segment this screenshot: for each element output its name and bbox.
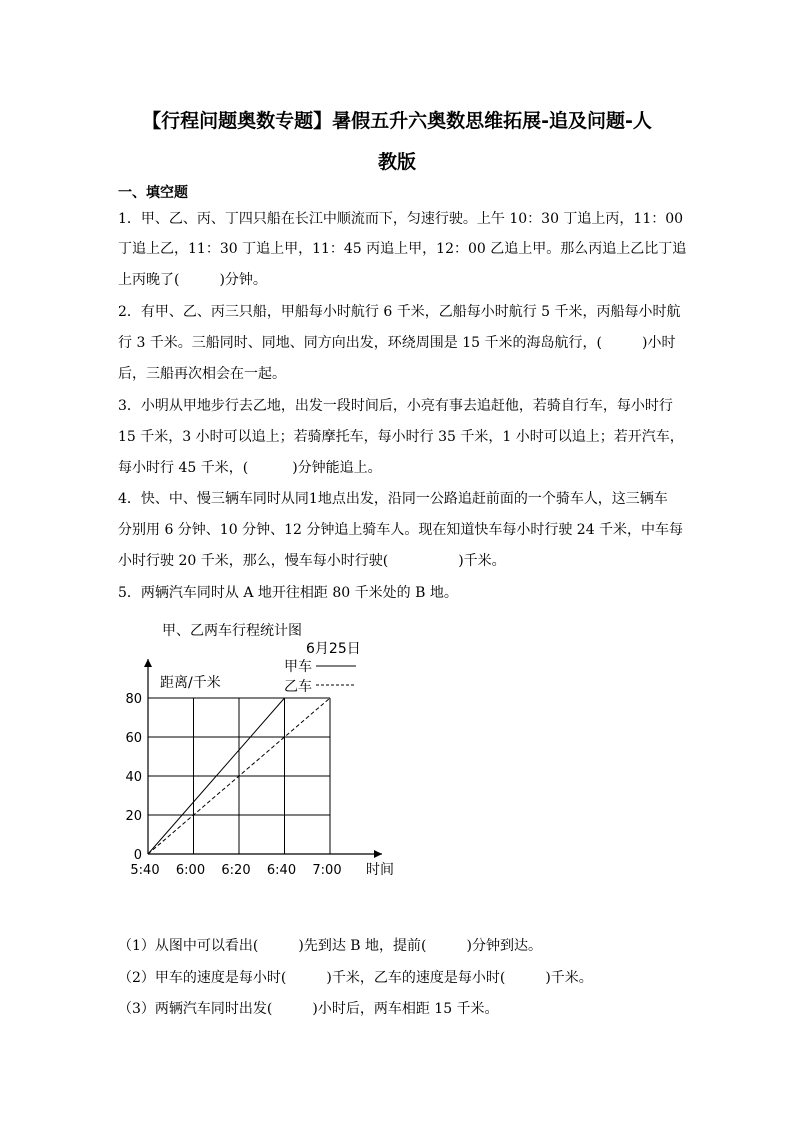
q4-text-a: 小时行驶 20 千米，那么，慢车每小时行驶( <box>118 553 389 569</box>
q5-sub-3-text-a: （3）两辆汽车同时出发( <box>118 1001 273 1017</box>
q3-line-3 <box>118 457 382 477</box>
q4-text-b: )千米。 <box>458 553 506 569</box>
travel-chart <box>0 615 794 895</box>
chart-date: 6月25日 <box>306 641 361 657</box>
q3-text-a: 每小时行 45 千米，( <box>118 460 249 476</box>
q1-line-2: 丁追上乙，11：30 丁追上甲，11：45 丙追上甲，12：00 乙追上甲。那么丙追上乙比丁追 <box>118 241 687 257</box>
q5-sub-2-text-a: （2）甲车的速度是每小时( <box>118 970 287 986</box>
y-tick-label-0: 0 <box>133 848 142 863</box>
title-line-1: 【行程问题奥数专题】暑假五升六奥数思维拓展-追及问题-人 <box>142 110 652 132</box>
y-tick-label-80: 80 <box>125 692 142 707</box>
q2-text-a: 行 3 千米。三船同时、同地、同方向出发，环绕周围是 15 千米的海岛航行，( <box>118 335 602 351</box>
x-tick-label-0: 5:40 <box>130 863 160 878</box>
x-axis-label: 时间 <box>366 862 394 878</box>
x-tick-label-4: 7:00 <box>312 863 342 878</box>
x-axis-arrow <box>374 850 382 858</box>
q4-line-1: 4．快、中、慢三辆车同时从同1地点出发，沿同一公路追赶前面的一个骑车人，这三辆车 <box>118 491 668 507</box>
q5-sub-1-text-c: )分钟到达。 <box>466 938 542 954</box>
q5-line-1: 5．两辆汽车同时从 A 地开往相距 80 千米处的 B 地。 <box>118 585 458 601</box>
q5-sub-2 <box>118 967 593 987</box>
q5-sub-3-text-b: )小时后，两车相距 15 千米。 <box>312 1001 499 1017</box>
q2-line-1: 2．有甲、乙、丙三只船，甲船每小时航行 6 千米，乙船每小时航行 5 千米，丙船每小时航 <box>118 304 681 320</box>
legend-label-yi: 乙车 <box>284 679 312 695</box>
chart-title: 甲、乙两车行程统计图 <box>162 623 302 639</box>
q5-sub-2-text-c: )千米。 <box>545 970 593 986</box>
q5-sub-1 <box>118 935 542 955</box>
q1-text-b: )分钟。 <box>219 272 267 288</box>
legend-label-jia: 甲车 <box>284 659 312 675</box>
q2-text-b: )小时 <box>641 335 676 351</box>
q1-line-3 <box>118 269 267 289</box>
q3-text-b: )分钟能追上。 <box>292 460 382 476</box>
y-axis-label: 距离/千米 <box>160 675 221 691</box>
q5-sub-2-text-b: )千米，乙车的速度是每小时( <box>326 970 506 986</box>
x-tick-label-1: 6:00 <box>175 863 206 878</box>
q5-sub-1-text-a: （1）从图中可以看出( <box>118 938 259 954</box>
y-tick-label-20: 20 <box>125 809 142 824</box>
q4-line-3 <box>118 550 506 570</box>
section-heading: 一、填空题 <box>118 185 188 201</box>
q1-line-1: 1．甲、乙、丙、丁四只船在长江中顺流而下，匀速行驶。上午 10：30 丁追上丙，11：00 <box>118 211 684 227</box>
q5-sub-1-text-b: )先到达 B 地，提前( <box>298 938 427 954</box>
q1-text-a: 上丙晚了( <box>118 272 180 288</box>
q2-line-3: 后，三船再次相会在一起。 <box>118 366 286 382</box>
q2-line-2 <box>118 332 675 352</box>
y-tick-label-60: 60 <box>125 731 142 746</box>
q4-line-2: 分别用 6 分钟、10 分钟、12 分钟追上骑车人。现在知道快车每小时行驶 24 千米，中车每 <box>118 522 684 538</box>
q3-line-1: 3．小明从甲地步行去乙地，出发一段时间后，小亮有事去追赶他，若骑自行车，每小时行 <box>118 398 673 414</box>
y-tick-label-40: 40 <box>125 770 142 785</box>
q5-sub-3 <box>118 998 499 1018</box>
y-axis-arrow <box>144 659 152 667</box>
x-tick-label-3: 6:40 <box>266 863 297 878</box>
q3-line-2: 15 千米，3 小时可以追上；若骑摩托车，每小时行 35 千米，1 小时可以追上；若开汽车， <box>118 429 684 445</box>
x-tick-label-2: 6:20 <box>221 863 251 878</box>
title-line-2: 教版 <box>377 151 416 173</box>
